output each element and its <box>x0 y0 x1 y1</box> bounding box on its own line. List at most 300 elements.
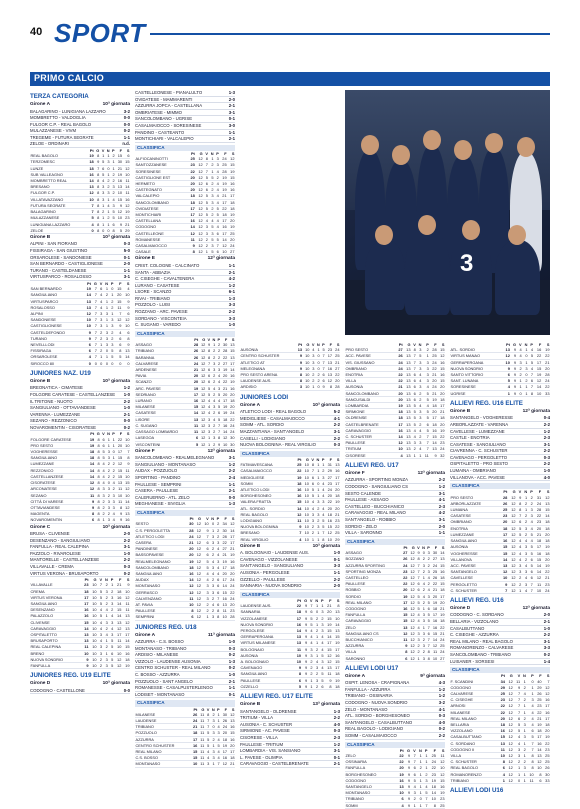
stat-cell: 18 <box>227 199 235 205</box>
team-name: CODOGNO <box>135 224 188 230</box>
stat-cell: 1 <box>314 536 319 542</box>
stat-cell: 17 <box>220 564 228 570</box>
stat-cell: 5 <box>513 728 520 734</box>
stat-cell: 0 <box>526 679 534 685</box>
stat-cell: 18 <box>542 550 550 556</box>
stat-cell: 14 <box>542 513 550 519</box>
stat-cell: 5 <box>109 354 114 360</box>
team-name: CASERA <box>135 539 186 545</box>
stat-cell: 9 <box>404 796 410 802</box>
stat-cell: 2 <box>521 684 527 690</box>
match-teams: VIRTUS VERONA - BRUSAPORTO <box>30 570 99 576</box>
standings-header-cell: P <box>320 598 324 603</box>
match-score: 2-0 <box>333 583 340 589</box>
stat-cell: 21 <box>114 582 122 588</box>
stat-cell: 8 <box>516 507 522 513</box>
stat-cell: 23 <box>498 697 506 703</box>
result-row <box>135 646 235 653</box>
stat-cell: 22 <box>221 379 228 385</box>
stat-cell: 1 <box>521 740 527 746</box>
stat-cell: 5 <box>214 236 219 242</box>
stat-cell: 1 <box>522 384 528 390</box>
standings-header-cell: P <box>110 280 114 286</box>
standings-header-cell: N <box>105 577 108 583</box>
standings-table <box>450 342 550 397</box>
stat-cell: 17 <box>220 577 228 583</box>
stat-cell: 1 <box>313 621 319 627</box>
stat-cell: 12 <box>505 734 513 740</box>
team-name: VILLAVALLE <box>30 582 81 588</box>
stat-cell: 2 <box>420 649 425 655</box>
stat-cell: 6 <box>401 655 408 661</box>
team-name: SORESINESE <box>135 168 188 174</box>
stat-cell: 11 <box>123 467 130 473</box>
stat-cell: 5 <box>214 205 219 211</box>
stat-cell: 1 <box>103 323 109 329</box>
stat-cell: 3 <box>319 659 324 665</box>
stat-cell: 3 <box>420 643 425 649</box>
team-name: VALCALEPIO <box>135 193 188 199</box>
stat-cell: 6 <box>528 556 534 562</box>
stat-cell: 1 <box>215 712 220 718</box>
result-row <box>240 557 340 564</box>
stat-cell: 5 <box>425 599 430 605</box>
stat-cell: 12 <box>199 385 206 391</box>
stat-cell: 6 <box>114 342 122 348</box>
match-score: 2-3 <box>333 734 340 740</box>
match-teams: SESTO CALENDE <box>345 490 381 496</box>
stat-cell: 5 <box>528 353 534 359</box>
stat-cell: 10 <box>89 600 97 606</box>
stat-cell: 12 <box>294 511 302 517</box>
team-name: BRESANO <box>30 184 87 190</box>
stat-cell: 14 <box>186 577 194 583</box>
stat-cell: 13 <box>325 359 332 365</box>
stat-cell: 1 <box>108 582 113 588</box>
stat-cell: 5 <box>415 593 420 599</box>
stat-cell: 19 <box>430 599 437 605</box>
standings-header-cell: S <box>126 148 130 154</box>
result-row <box>240 416 340 423</box>
standings-heading: CLASSIFICA <box>135 700 235 706</box>
stat-cell: 12 <box>186 589 194 595</box>
stat-cell: 12 <box>123 486 130 492</box>
stat-cell: 12 <box>194 552 202 558</box>
team-name: VIRTUSPARCO <box>30 298 83 304</box>
stat-cell: 7 <box>91 310 97 316</box>
standings-header-cell: V <box>519 342 522 347</box>
stat-cell: 1 <box>513 771 520 777</box>
standings-header-cell: V <box>517 673 521 679</box>
stat-cell: 4 <box>319 646 324 652</box>
match-score: 0-2 <box>543 651 550 657</box>
player-figure-kneeling <box>365 240 405 310</box>
stat-cell: 21 <box>219 193 227 199</box>
team-name: TURANO <box>30 335 83 341</box>
stat-cell: 2 <box>110 467 115 473</box>
match-teams: SEZANO - REZZONICO <box>30 418 77 424</box>
stat-cell: 22 <box>228 416 235 422</box>
match-score: 2-1 <box>228 678 235 684</box>
stat-cell: 4 <box>319 640 324 646</box>
stat-cell: 12 <box>508 531 516 537</box>
match-teams: PAULLESE - SEMPRINI <box>135 481 182 487</box>
stat-cell: 1 <box>308 677 313 683</box>
match-teams: SOMM - ATL. SORDIO <box>240 422 284 428</box>
stat-cell: 4 <box>108 625 113 631</box>
stat-cell: 17 <box>542 703 550 709</box>
stat-cell: 2 <box>203 236 208 242</box>
match-teams: SORDIO - ZELO <box>345 523 377 529</box>
stat-cell: 6 <box>320 372 325 378</box>
stat-cell: 10 <box>83 323 91 329</box>
team-name: BORGHESONEO <box>240 493 294 499</box>
stat-cell: 18 <box>294 480 302 486</box>
standings-header-cell: G <box>305 456 309 462</box>
stat-cell: 12 <box>508 562 516 568</box>
team-name: SUB VALLEAGNO <box>30 171 87 177</box>
stat-cell: 3 <box>97 650 102 656</box>
team-name: OZZELLO <box>240 683 294 689</box>
stat-cell: 19 <box>396 771 404 777</box>
result-row <box>135 302 235 309</box>
stat-cell: 11 <box>81 644 89 650</box>
stat-cell: 12 <box>325 378 332 384</box>
stat-cell: 4 <box>216 379 221 385</box>
stat-cell: 4 <box>215 546 220 552</box>
stat-cell: 18 <box>325 511 333 517</box>
stat-cell: 11 <box>114 304 122 310</box>
match-score: 2-1 <box>228 136 235 142</box>
stat-cell: 2 <box>313 646 319 652</box>
stat-cell: 13 <box>294 634 302 640</box>
stat-cell: 22 <box>430 581 437 587</box>
standings-header-cell: S <box>126 280 130 286</box>
stat-cell: 12 <box>220 761 227 767</box>
stat-cell: 12 <box>227 156 235 162</box>
stat-cell: 2 <box>522 513 528 519</box>
team-name: VISCONTEINI <box>135 441 191 447</box>
stat-cell: 10 <box>87 196 94 202</box>
match-teams: SANTANGELO - VOGHERESSE <box>450 415 513 421</box>
stat-cell: 0 <box>105 165 110 171</box>
stat-cell: 22 <box>332 524 340 530</box>
match-score: 2-2 <box>228 309 235 315</box>
stat-cell: 15 <box>533 556 541 562</box>
stat-cell: 2 <box>211 348 216 354</box>
stat-cell: 2 <box>522 500 528 506</box>
match-score: 1-4 <box>543 658 550 664</box>
result-row <box>135 665 235 672</box>
stat-cell: 3 <box>411 440 416 446</box>
team-name: OMBRIANO <box>450 519 499 525</box>
stat-cell: 3 <box>425 568 430 574</box>
stat-cell: 2 <box>420 556 425 562</box>
stat-cell: 1 <box>521 679 527 685</box>
stat-cell: 3 <box>320 474 325 480</box>
league-title: JUNIORES LODI <box>240 393 289 401</box>
stat-cell: 1 <box>422 759 428 765</box>
round-label: 11ª giornata <box>207 632 235 638</box>
stat-cell: 12 <box>194 577 202 583</box>
stat-cell: 3 <box>208 230 214 236</box>
team-name: BUCCHIANICO <box>345 636 401 642</box>
player-head <box>392 145 410 165</box>
table-row <box>30 517 130 523</box>
stat-cell: 9 <box>516 495 522 501</box>
stat-cell: 14 <box>81 625 89 631</box>
stat-cell: 1 <box>103 304 109 310</box>
stat-cell: 2 <box>522 556 528 562</box>
stat-cell: 11 <box>122 600 130 606</box>
team-name: CISORESE <box>345 452 395 458</box>
banner-label: PRIMO CALCIO <box>34 73 105 83</box>
stat-cell: 14 <box>395 434 403 440</box>
stat-cell: 1 <box>103 286 109 292</box>
match-teams: PAULLESE - TRITIUM <box>240 741 284 747</box>
stat-cell: 18 <box>437 396 445 402</box>
stat-cell: 12 <box>122 619 130 625</box>
stat-cell: 6 <box>534 777 542 783</box>
stat-cell: 2 <box>320 468 325 474</box>
stat-cell: 3 <box>211 360 216 366</box>
stat-cell: 6 <box>191 435 198 441</box>
stat-cell: 8 <box>332 603 340 609</box>
stat-cell: 6 <box>100 165 105 171</box>
standings-header-cell: V <box>518 489 522 495</box>
stat-cell: 28 <box>186 527 194 533</box>
stat-cell: 3 <box>209 539 214 545</box>
stat-cell: 12 <box>408 618 415 624</box>
stat-cell: 5 <box>203 211 208 217</box>
stat-cell: 6 <box>206 379 211 385</box>
team-name: OLDRENSE <box>345 415 395 421</box>
stat-cell: 17 <box>188 211 196 217</box>
stat-cell: 3 <box>313 665 319 671</box>
match-score: 1-2 <box>228 461 235 467</box>
stat-cell: 3 <box>319 609 324 615</box>
stat-cell: 24 <box>220 724 227 730</box>
stat-cell: 3 <box>209 564 214 570</box>
stat-cell: 3 <box>314 524 319 530</box>
team-name: CARAVAGGIO <box>345 427 395 433</box>
stat-cell: 13 <box>325 372 332 378</box>
stat-cell: 12 <box>408 605 415 611</box>
stat-cell: 22 <box>325 499 333 505</box>
column-1 <box>30 90 130 694</box>
group-name: Girone B <box>450 408 471 414</box>
stat-cell: 19 <box>438 612 445 618</box>
stat-cell: 25 <box>542 759 550 765</box>
stat-cell: 15 <box>324 615 332 621</box>
stat-cell: 1 <box>110 159 115 165</box>
stat-cell: 2 <box>516 575 522 581</box>
stat-cell: 10 <box>219 249 227 255</box>
stat-cell: 5 <box>97 613 102 619</box>
stat-cell: 10 <box>202 521 210 527</box>
match-teams: MONTANASO - TRIBIANO <box>135 645 187 651</box>
stat-cell: 4 <box>416 427 422 433</box>
team-name: CASSAGO LOMBARDO <box>135 429 191 435</box>
match-score: 2-0 <box>123 261 130 267</box>
standings-header-cell: P <box>531 673 534 679</box>
stat-cell: 13 <box>403 384 411 390</box>
match-score: 1-1 <box>228 481 235 487</box>
stat-cell: 21 <box>191 367 198 373</box>
stat-cell: 2 <box>110 461 115 467</box>
stat-cell: 1 <box>109 310 114 316</box>
stat-cell: 29 <box>498 684 506 690</box>
stat-cell: 2 <box>521 715 527 721</box>
stat-cell: 4 <box>522 562 528 568</box>
team-name: C. SCHUSTER <box>450 587 499 593</box>
match-teams: MEGHIANESE - SIVIGLIA <box>135 501 186 507</box>
stat-cell: 19 <box>542 734 550 740</box>
match-score: 3-1 <box>438 516 445 522</box>
stat-cell: 7 <box>91 286 97 292</box>
stat-cell: 6 <box>97 286 102 292</box>
stat-cell: 4 <box>97 638 102 644</box>
stat-cell: 6 <box>186 614 194 620</box>
stat-cell: 4 <box>108 613 113 619</box>
match-score: 2-2 <box>123 398 130 404</box>
stat-cell: 12 <box>199 342 206 348</box>
stat-cell: 12 <box>199 391 206 397</box>
result-row <box>345 497 445 504</box>
stat-cell: 7 <box>411 359 416 365</box>
stat-cell: 13 <box>498 740 506 746</box>
stat-cell: 9 <box>206 342 211 348</box>
stat-cell: 9 <box>404 784 410 790</box>
stat-cell: 20 <box>429 409 437 415</box>
stat-cell: 18 <box>542 519 550 525</box>
stat-cell: 3 <box>215 558 220 564</box>
stat-cell: 20 <box>325 505 333 511</box>
match-teams: ATLETICO LODI - REAL BAGOLO <box>240 409 307 415</box>
stat-cell: 4 <box>502 384 510 390</box>
stat-cell: 3 <box>420 612 425 618</box>
standings-header-cell: N <box>523 673 526 679</box>
stat-cell: 9 <box>295 359 302 365</box>
shirt-number: 3 <box>460 250 474 277</box>
stat-cell: 4 <box>100 480 105 486</box>
stat-cell: 4 <box>420 593 425 599</box>
stat-cell: 7 <box>415 568 420 574</box>
stat-cell: 24 <box>325 486 333 492</box>
stat-cell: 13 <box>81 638 89 644</box>
stat-cell: 11 <box>513 679 520 685</box>
result-row <box>135 322 235 329</box>
stat-cell: 17 <box>534 734 542 740</box>
stat-cell: 5 <box>208 236 214 242</box>
stat-cell: 3 <box>206 416 211 422</box>
stat-cell: 18 <box>533 538 541 544</box>
team-name: CASTELLEONE <box>135 230 188 236</box>
stat-cell: 1 <box>517 384 523 390</box>
stat-cell: 3 <box>422 378 429 384</box>
stat-cell: 12 <box>401 630 408 636</box>
stat-cell: 3 <box>416 415 422 421</box>
stat-cell: 20 <box>542 728 550 734</box>
team-name: ATL. SORDIO <box>240 505 294 511</box>
stat-cell: 3 <box>522 581 528 587</box>
stat-cell: 8 <box>526 759 534 765</box>
match-teams: MULAZZANESE - VIVM <box>30 128 77 134</box>
team-name: CASTELLEO <box>345 574 401 580</box>
stat-cell: 3 <box>203 224 208 230</box>
match-score: 4-0 <box>438 719 445 725</box>
stat-cell: 3 <box>110 498 115 504</box>
stat-cell: 12 <box>505 746 513 752</box>
stat-cell: 15 <box>115 467 122 473</box>
stat-cell: 18 <box>429 421 437 427</box>
stat-cell: 8 <box>95 486 101 492</box>
stat-cell: 3 <box>210 749 215 755</box>
stat-cell: 2 <box>105 467 110 473</box>
team-name: SANGIULIANO <box>240 671 294 677</box>
stat-cell: 10 <box>302 536 310 542</box>
stat-cell: 8 <box>428 802 436 808</box>
result-row <box>345 530 445 537</box>
match-score: 0-4 <box>543 415 550 421</box>
stat-cell: 4 <box>425 587 430 593</box>
team-name: LAUDENSE AUS. <box>240 378 295 384</box>
match-score: 4-2 <box>228 276 235 282</box>
standings-heading: CLASSIFICA <box>345 742 445 748</box>
stat-cell: 15 <box>332 634 340 640</box>
team-name: SANGIULIANO <box>135 570 186 576</box>
stat-cell: 12 <box>508 513 516 519</box>
stat-cell: 10 <box>303 347 310 353</box>
stat-cell: 7 <box>123 449 130 455</box>
team-name: SANTANGELO <box>450 569 499 575</box>
league-title: ALLIEVI LODI U17 <box>345 664 399 672</box>
result-row <box>135 488 235 495</box>
stat-cell: 13 <box>228 342 235 348</box>
stat-cell: 3 <box>216 367 221 373</box>
stat-cell: 1 <box>320 462 325 468</box>
stat-cell: 7 <box>320 530 325 536</box>
stat-cell: 6 <box>206 373 211 379</box>
match-score: 3-2 <box>123 108 130 114</box>
stat-cell: 4 <box>528 538 534 544</box>
stat-cell: 7 <box>422 446 429 452</box>
stat-cell: 3 <box>108 594 113 600</box>
standings-header-cell: S <box>126 431 130 437</box>
stat-cell: 9 <box>324 677 332 683</box>
stat-cell: 10 <box>220 614 228 620</box>
stat-cell: 9 <box>122 342 130 348</box>
stat-cell: 12 <box>505 709 513 715</box>
stat-cell: 5 <box>320 524 325 530</box>
stat-cell: 1 <box>110 455 115 461</box>
stat-cell: 18 <box>332 683 340 689</box>
stat-cell: 1 <box>522 359 528 365</box>
stat-cell: 7 <box>215 595 220 601</box>
team-name: CASALMAIOCCO <box>240 468 294 474</box>
stat-cell: 15 <box>122 644 130 650</box>
stat-cell: 13 <box>396 784 404 790</box>
stat-cell: 9 <box>302 652 308 658</box>
stat-cell: 1 <box>422 753 428 759</box>
match-score: 2-2 <box>333 422 340 428</box>
stat-cell: 3 <box>308 652 313 658</box>
match-teams: FANFULLA - AZZURRA <box>345 686 391 692</box>
stat-cell: 8 <box>95 449 101 455</box>
stat-cell: 12 <box>199 410 206 416</box>
stat-cell: 25 <box>428 753 436 759</box>
team-name: CENTRO SCHUSTER <box>135 742 190 748</box>
